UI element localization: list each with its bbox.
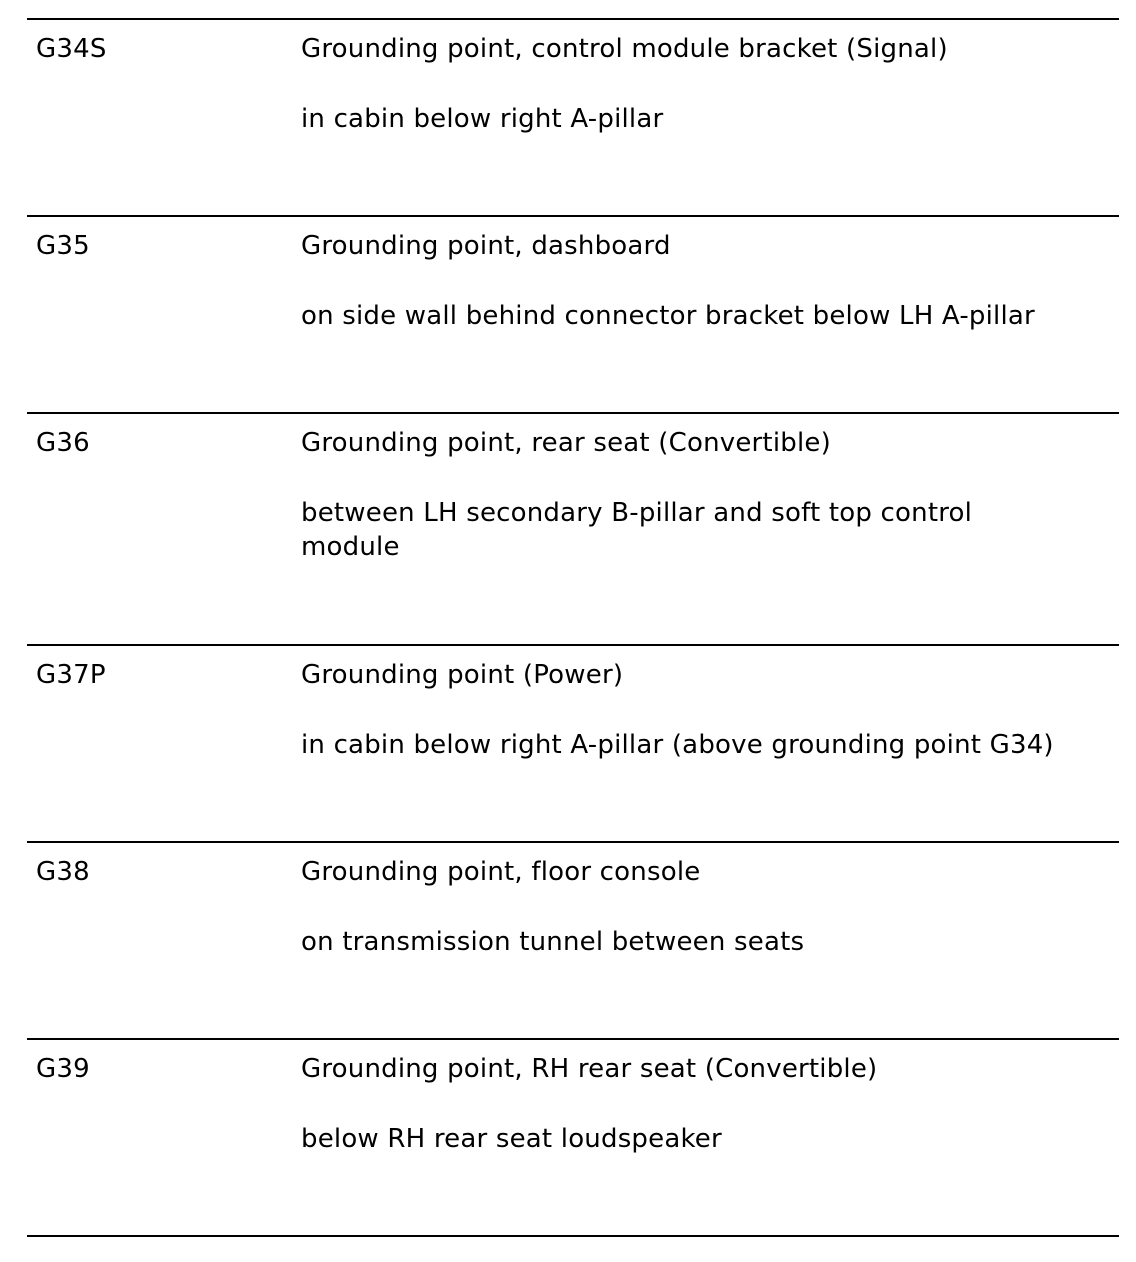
component-location: between LH secondary B-pillar and soft top control module (301, 498, 973, 562)
component-description (301, 426, 1111, 564)
component-code: G39 (36, 1054, 90, 1084)
table-row (27, 412, 1119, 644)
component-title: Grounding point, dashboard (301, 231, 671, 261)
component-title: Grounding point, RH rear seat (Convertible) (301, 1054, 878, 1084)
table-row (27, 841, 1119, 1038)
component-description (301, 229, 1111, 333)
component-location: in cabin below right A-pillar (above grounding point G34) (301, 730, 1054, 760)
component-location: below RH rear seat loudspeaker (301, 1124, 722, 1154)
table-row (27, 18, 1119, 215)
component-code: G34S (36, 34, 107, 64)
component-code: G36 (36, 428, 90, 458)
component-description (301, 855, 1111, 959)
table-row (27, 215, 1119, 412)
component-code: G35 (36, 231, 90, 261)
component-title: Grounding point, control module bracket (Signal) (301, 34, 948, 64)
component-title: Grounding point, floor console (301, 857, 701, 887)
grounding-points-table (27, 18, 1119, 1237)
component-description (301, 658, 1111, 762)
table-row (27, 1038, 1119, 1235)
component-description (301, 32, 1111, 136)
component-title: Grounding point, rear seat (Convertible) (301, 428, 831, 458)
component-title: Grounding point (Power) (301, 660, 624, 690)
component-location: on transmission tunnel between seats (301, 927, 805, 957)
component-description (301, 1052, 1111, 1156)
component-code: G38 (36, 857, 90, 887)
component-location: in cabin below right A-pillar (301, 104, 664, 134)
table-row (27, 644, 1119, 841)
table-bottom-rule (27, 1235, 1119, 1237)
component-location: on side wall behind connector bracket below LH A-pillar (301, 301, 1035, 331)
component-code: G37P (36, 660, 106, 690)
